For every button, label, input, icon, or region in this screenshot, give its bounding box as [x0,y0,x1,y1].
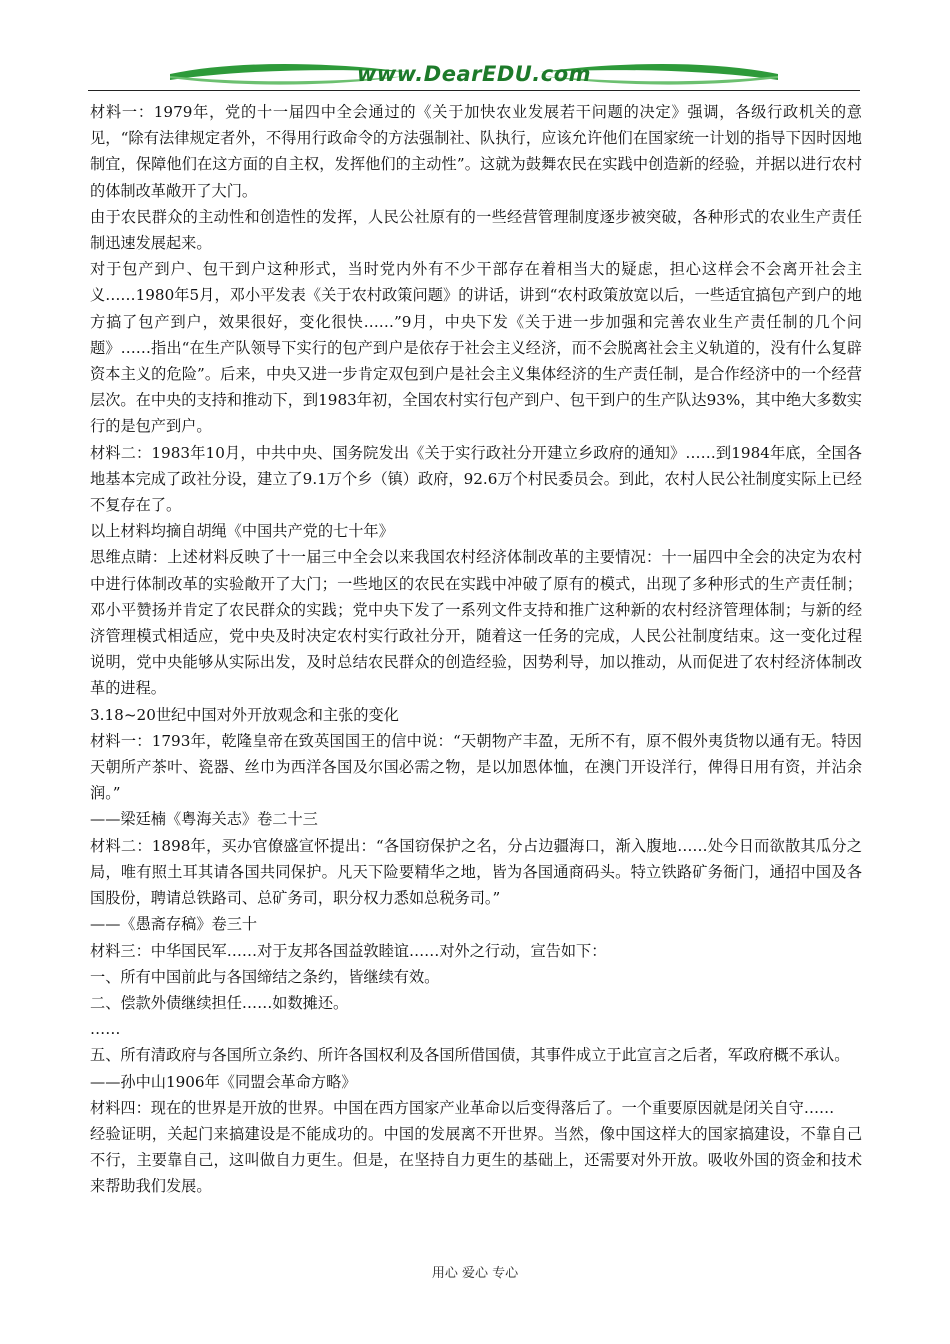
site-brand-text: www.DearEDU.com [356,62,592,86]
paragraph: 材料三：中华国民军……对于友邦各国益敦睦谊……对外之行动，宣告如下： [90,941,607,960]
list-item: 一、所有中国前此与各国缔结之条约，皆继续有效。 [90,967,440,986]
paragraph: 材料四：现在的世界是开放的世界。中国在西方国家产业革命以后变得落后了。一个重要原因就是闭关自守…… [90,1098,835,1117]
paragraph: 经验证明，关起门来搞建设是不能成功的。中国的发展离不开世界。当然，像中国这样大的国家搞建设，不靠自己不行，主要靠自己，这叫做自力更生。但是，在坚持自力更生的基础上，还需要对外开放。吸收外国的资金和技术来帮助我们发展。 [90,1124,862,1196]
header-divider [88,90,860,91]
paragraph: 材料一：1793年，乾隆皇帝在致英国国王的信中说：“天朝物产丰盈，无所不有，原不假外夷货物以通有无。特因天朝所产茶叶、瓷器、丝巾为西洋各国及尔国必需之物，是以加恩体恤，在澳门开设洋行，俾得日用有资，并沾余润。” [90,731,862,803]
paragraph: 材料一：1979年，党的十一届四中全会通过的《关于加快农业发展若干问题的决定》强调，各级行政机关的意见，“除有法律规定者外，不得用行政命令的方法强制社、队执行，应该允许他们在国家统一计划的指导下因时因地制宜，保障他们在这方面的自主权，发挥他们的主动性”。这就为鼓舞农民在实践中创造新的经验，并据以进行农村的体制改革敞开了大门。 [90,103,862,200]
citation: ——《愚斋存稿》卷三十 [90,915,258,934]
paragraph: 材料二：1983年10月，中共中央、国务院发出《关于实行政社分开建立乡政府的通知》……到1984年底，全国各地基本完成了政社分设，建立了9.1万个乡（镇）政府，92.6万个村民委员会。到此，农村人民公社制度实际上已经不复存在了。 [90,443,862,515]
site-header [88,58,860,92]
paragraph: 对于包产到户、包干到户这种形式，当时党内外有不少干部存在着相当大的疑虑，担心这样会不会离开社会主义……1980年5月，邓小平发表《关于农村政策问题》的讲话，讲到“农村政策放宽以后，一些适宜搞包产到户的地方搞了包产到户，效果很好，变化很快……”9月，中央下发《关于进一步加强和完善农业生产责任制的几个问题》……指出“在生产队领导下实行的包产到户是依存于社会主义经济，而不会脱离社会主义轨道的，没有什么复辟资本主义的危险”。后来，中央又进一步肯定双包到户是社会主义集体经济的生产责任制，是合作经济中的一个经营层次。在中央的支持和推动下，到1983年初，全国农村实行包产到户、包干到户的生产队达93%，其中绝大多数实行的是包产到户。 [90,260,862,436]
page-footer: 用心 爱心 专心 [431,1266,519,1281]
section-heading: 3.18~20世纪中国对外开放观念和主张的变化 [90,705,399,724]
paragraph: 以上材料均摘自胡绳《中国共产党的七十年》 [90,522,394,541]
paragraph: 材料二：1898年，买办官僚盛宣怀提出：“各国窃保护之名，分占边疆海口，渐入腹地……处今日而欲散其瓜分之局，唯有照土耳其请各国共同保护。凡天下险要精华之地，皆为各国通商码头。特立铁路矿务衙门，通招中国及各国股份，聘请总铁路司、总矿务司，职分权力悉如总税务司。” [90,836,862,908]
ellipsis-line: …… [90,1020,121,1039]
paragraph: 由于农民群众的主动性和创造性的发挥，人民公社原有的一些经营管理制度逐步被突破，各种形式的农业生产责任制迅速发展起来。 [90,207,862,253]
list-item: 五、所有清政府与各国所立条约、所许各国权利及各国所借国债，其事件成立于此宣言之后者，军政府概不承认。 [90,1046,850,1065]
list-item: 二、偿款外债继续担任……如数摊还。 [90,993,349,1012]
citation: ——梁廷楠《粤海关志》卷二十三 [90,810,318,829]
paragraph: 思维点睛：上述材料反映了十一届三中全会以来我国农村经济体制改革的主要情况：十一届四中全会的决定为农村中进行体制改革的实验敞开了大门；一些地区的农民在实践中冲破了原有的模式，出现了多种形式的生产责任制；邓小平赞扬并肯定了农民群众的实践；党中央下发了一系列文件支持和推广这种新的农村经济管理体制；与新的经济管理模式相适应，党中央及时决定农村实行政社分开，随着这一任务的完成，人民公社制度结束。这一变化过程说明，党中央能够从实际出发，及时总结农民群众的创造经验，因势利导，加以推动，从而促进了农村经济体制改革的进程。 [90,548,862,698]
citation: ——孙中山1906年《同盟会革命方略》 [90,1072,357,1091]
document-body [90,99,862,1200]
